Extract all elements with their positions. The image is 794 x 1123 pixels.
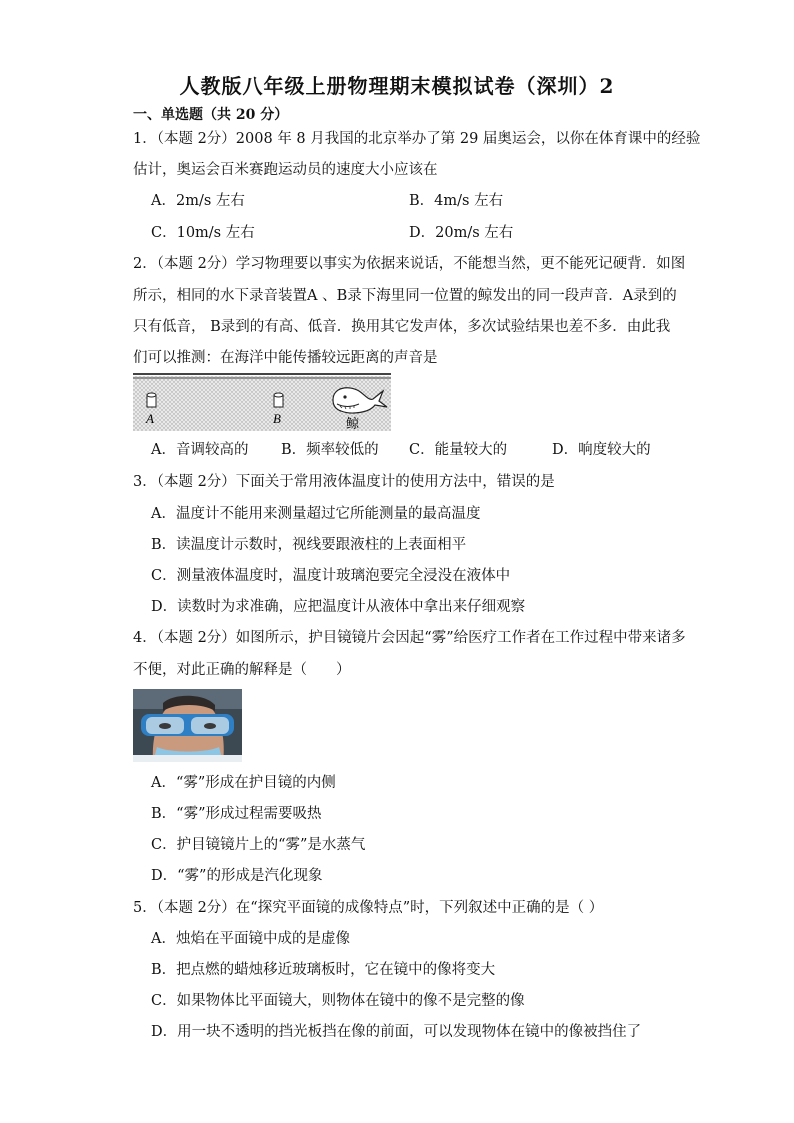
goggles-photo [133, 689, 242, 762]
q2-option-b[interactable]: B．频率较低的 [281, 442, 379, 458]
q5-line-1: 5．（本题 2分）在“探究平面镜的成像特点”时，下列叙述中正确的是（ ） [133, 900, 604, 916]
q2-option-d[interactable]: D．响度较大的 [552, 442, 651, 458]
q1-option-b[interactable]: B．4m/s 左右 [409, 193, 504, 209]
q4-line-2: 不便，对此正确的解释是（ ） [133, 662, 351, 678]
q1-line-2: 估计，奥运会百米赛跑运动员的速度大小应该在 [133, 162, 438, 178]
q4-line-1: 4．（本题 2分）如图所示，护目镜镜片会因起“雾”给医疗工作者在工作过程中带来诸多 [133, 630, 686, 646]
q2-line-4: 们可以推测：在海洋中能传播较远距离的声音是 [133, 350, 438, 366]
q3-option-b[interactable]: B．读温度计示数时，视线要跟液柱的上表面相平 [151, 537, 467, 553]
q3-line-1: 3．（本题 2分）下面关于常用液体温度计的使用方法中，错误的是 [133, 474, 555, 490]
q5-option-c[interactable]: C．如果物体比平面镜大，则物体在镜中的像不是完整的像 [151, 993, 525, 1009]
q2-option-a[interactable]: A．音调较高的 [151, 442, 249, 458]
label-a: A [146, 411, 154, 426]
q1-option-c[interactable]: C．10m/s 左右 [151, 225, 255, 241]
q5-option-d[interactable]: D．用一块不透明的挡光板挡在像的前面，可以发现物体在镜中的像被挡住了 [151, 1024, 642, 1040]
q2-option-c[interactable]: C．能量较大的 [409, 442, 508, 458]
q4-option-b[interactable]: B．“雾”形成过程需要吸热 [151, 806, 322, 822]
exam-title: 人教版八年级上册物理期末模拟试卷（深圳）2 [179, 74, 615, 98]
q1-option-a[interactable]: A．2m/s 左右 [151, 193, 245, 209]
q2-line-3: 只有低音， B录到的有高、低音．换用其它发声体，多次试验结果也差不多．由此我 [133, 319, 671, 335]
q4-option-a[interactable]: A．“雾”形成在护目镜的内侧 [151, 775, 336, 791]
label-b: B [273, 411, 281, 426]
recorder-b-icon [274, 393, 283, 407]
underwater-recorder-figure [133, 373, 391, 431]
q3-option-c[interactable]: C．测量液体温度时，温度计玻璃泡要完全浸没在液体中 [151, 568, 511, 584]
q1-line-1: 1．（本题 2分）2008 年 8 月我国的北京举办了第 29 届奥运会，以你在体育课中的经验 [133, 131, 701, 147]
q1-option-d[interactable]: D．20m/s 左右 [409, 225, 514, 241]
q5-option-b[interactable]: B．把点燃的蜡烛移近玻璃板时，它在镜中的像将变大 [151, 962, 496, 978]
section-heading: 一、单选题（共 20 分） [133, 107, 289, 123]
q4-option-c[interactable]: C．护目镜镜片上的“雾”是水蒸气 [151, 837, 366, 853]
q3-option-d[interactable]: D．读数时为求准确，应把温度计从液体中拿出来仔细观察 [151, 599, 526, 615]
q2-line-1: 2．（本题 2分）学习物理要以事实为依据来说话，不能想当然，更不能死记硬背．如图 [133, 256, 686, 272]
label-whale: 鲸 [346, 417, 360, 431]
q5-option-a[interactable]: A．烛焰在平面镜中成的是虚像 [151, 931, 350, 947]
q4-option-d[interactable]: D．“雾”的形成是汽化现象 [151, 868, 323, 884]
q3-option-a[interactable]: A．温度计不能用来测量超过它所能测量的最高温度 [151, 506, 481, 522]
recorder-a-icon [147, 393, 156, 407]
q2-line-2: 所示，相同的水下录音装置A 、B录下海里同一位置的鲸发出的同一段声音．A录到的 [133, 288, 677, 304]
